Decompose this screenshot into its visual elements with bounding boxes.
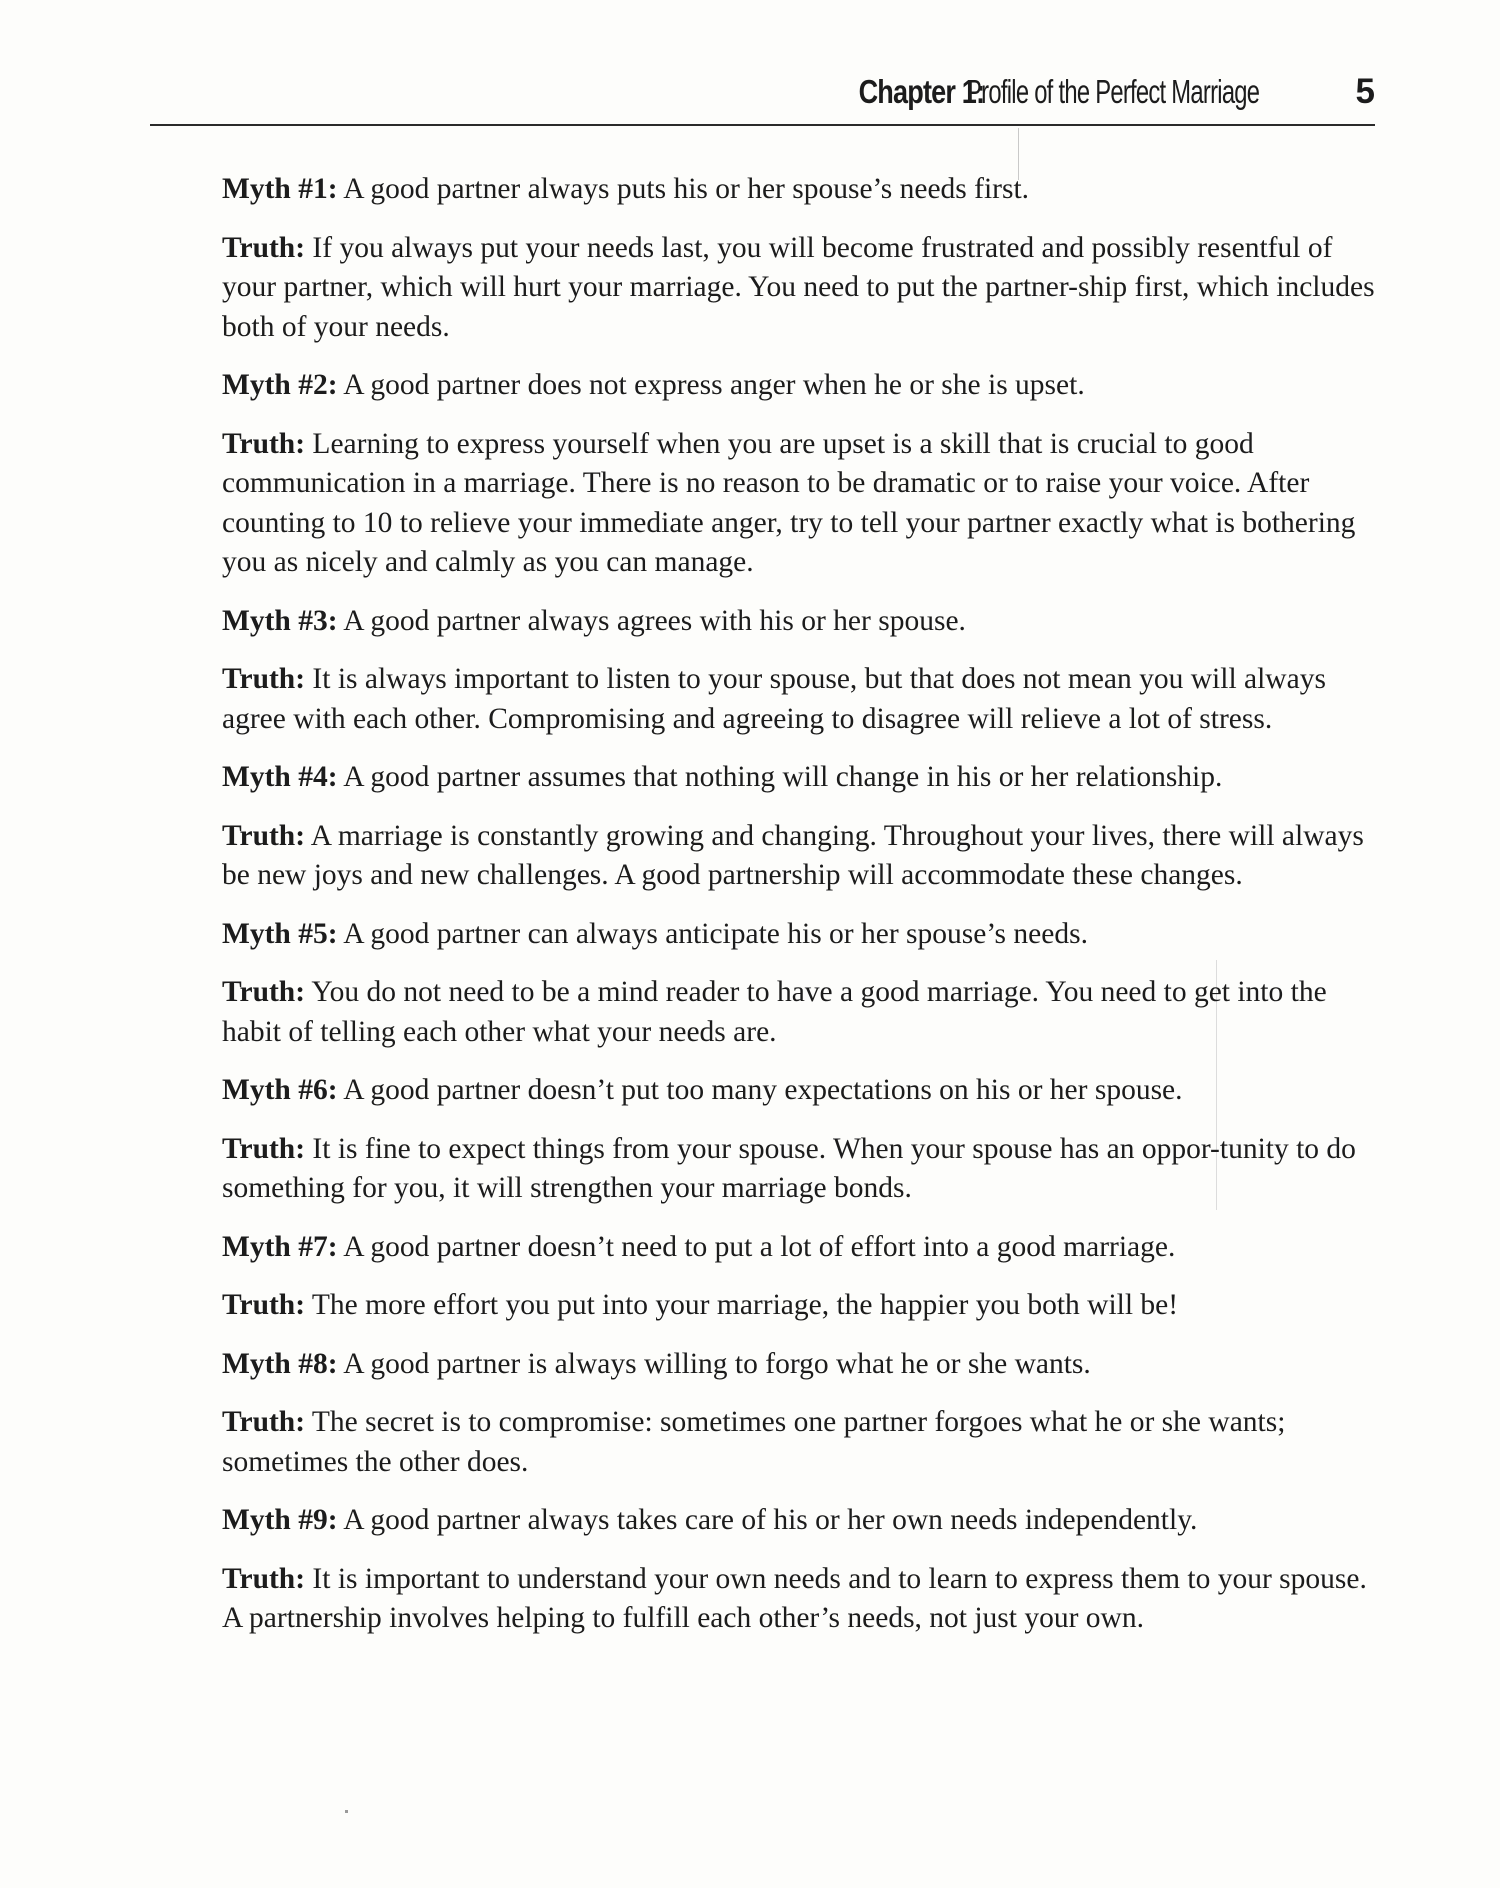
entry-text: A good partner doesn’t need to put a lot of effort into a good marriage. (343, 1230, 1176, 1263)
entry-text: If you always put your needs last, you will become frustrated and possibly resentful of your partner, which will hurt your marriage. You need to put the partner-ship first, which includes both of your needs. (222, 231, 1375, 343)
truth-entry (222, 229, 1382, 348)
myth-entry (222, 1071, 1382, 1111)
truth-entry (222, 1560, 1382, 1639)
entry-text: It is important to understand your own needs and to learn to express them to your spouse. A partnership involves helping to fulfill each other’s needs, not just your own. (222, 1562, 1367, 1634)
entry-label: Myth #8: (222, 1347, 338, 1380)
entry-text: A good partner does not express anger when he or she is upset. (343, 369, 1085, 401)
running-head-text (831, 72, 1375, 112)
truth-entry (222, 973, 1382, 1052)
entry-text: A good partner always agrees with his or her spouse. (343, 604, 966, 637)
myth-entry (222, 366, 1382, 406)
myth-truth-list (222, 170, 1382, 1658)
entry-label: Myth #4: (222, 761, 338, 793)
page-number: 5 (1355, 72, 1375, 111)
entry-text: A good partner assumes that nothing will change in his or her relationship. (343, 761, 1223, 793)
entry-text: A good partner doesn’t put too many expectations on his or her spouse. (343, 1074, 1183, 1106)
truth-entry (222, 425, 1382, 583)
chapter-title: Profile of the Perfect Marriage (966, 73, 1260, 110)
entry-text: A good partner always puts his or her spouse’s needs first. (343, 173, 1030, 205)
entry-label: Truth: (222, 1289, 306, 1321)
entry-label: Truth: (222, 976, 306, 1008)
entry-label: Truth: (222, 427, 306, 460)
entry-text: A good partner is always willing to forgo what he or she wants. (343, 1347, 1091, 1380)
entry-label: Myth #5: (222, 917, 338, 950)
truth-entry (222, 660, 1382, 739)
myth-entry (222, 602, 1382, 642)
chapter-label: Chapter 1: (858, 73, 985, 110)
entry-label: Truth: (222, 1132, 306, 1165)
entry-text: The secret is to compromise: sometimes one partner forgoes what he or she wants; sometimes the other does. (222, 1406, 1286, 1478)
myth-entry (222, 915, 1382, 955)
myth-entry (222, 1228, 1382, 1268)
entry-text: It is always important to listen to your spouse, but that does not mean you will always agree with each other. Compromising and agreeing to disagree will relieve a lot of stress. (222, 663, 1326, 735)
myth-entry (222, 758, 1382, 798)
running-head (150, 68, 1375, 126)
entry-text: Learning to express yourself when you are upset is a skill that is crucial to good communication in a marriage. There is no reason to be dramatic or to raise your voice. After counting to 10 to relieve your immediate anger, try to tell your partner exactly what is bothering you as nicely and calmly as you can manage. (222, 427, 1356, 578)
entry-text: It is fine to expect things from your spouse. When your spouse has an oppor-tunity to do something for you, it will strengthen your marriage bonds. (222, 1132, 1356, 1204)
entry-text: The more effort you put into your marriage, the happier you both will be! (311, 1289, 1179, 1321)
entry-label: Myth #7: (222, 1230, 338, 1263)
entry-label: Truth: (222, 663, 306, 695)
entry-label: Truth: (222, 1406, 306, 1438)
truth-entry (222, 1286, 1382, 1326)
entry-label: Myth #6: (222, 1074, 338, 1106)
myth-entry (222, 170, 1382, 210)
truth-entry (222, 1130, 1382, 1209)
entry-label: Myth #3: (222, 604, 338, 637)
scan-mark (345, 1810, 348, 1813)
myth-entry (222, 1345, 1382, 1385)
entry-label: Myth #2: (222, 369, 338, 401)
myth-entry (222, 1501, 1382, 1541)
entry-label: Truth: (222, 231, 306, 264)
truth-entry (222, 1403, 1382, 1482)
entry-label: Myth #9: (222, 1504, 338, 1536)
truth-entry (222, 817, 1382, 896)
entry-text: A marriage is constantly growing and changing. Throughout your lives, there will always be new joys and new challenges. A good partnership will accommodate these changes. (222, 819, 1364, 891)
entry-label: Myth #1: (222, 173, 338, 205)
entry-label: Truth: (222, 819, 306, 852)
entry-text: You do not need to be a mind reader to have a good marriage. You need to get into the habit of telling each other what your needs are. (222, 976, 1327, 1048)
entry-text: A good partner always takes care of his or her own needs independently. (343, 1504, 1198, 1536)
entry-text: A good partner can always anticipate his or her spouse’s needs. (343, 917, 1088, 950)
entry-label: Truth: (222, 1562, 306, 1595)
